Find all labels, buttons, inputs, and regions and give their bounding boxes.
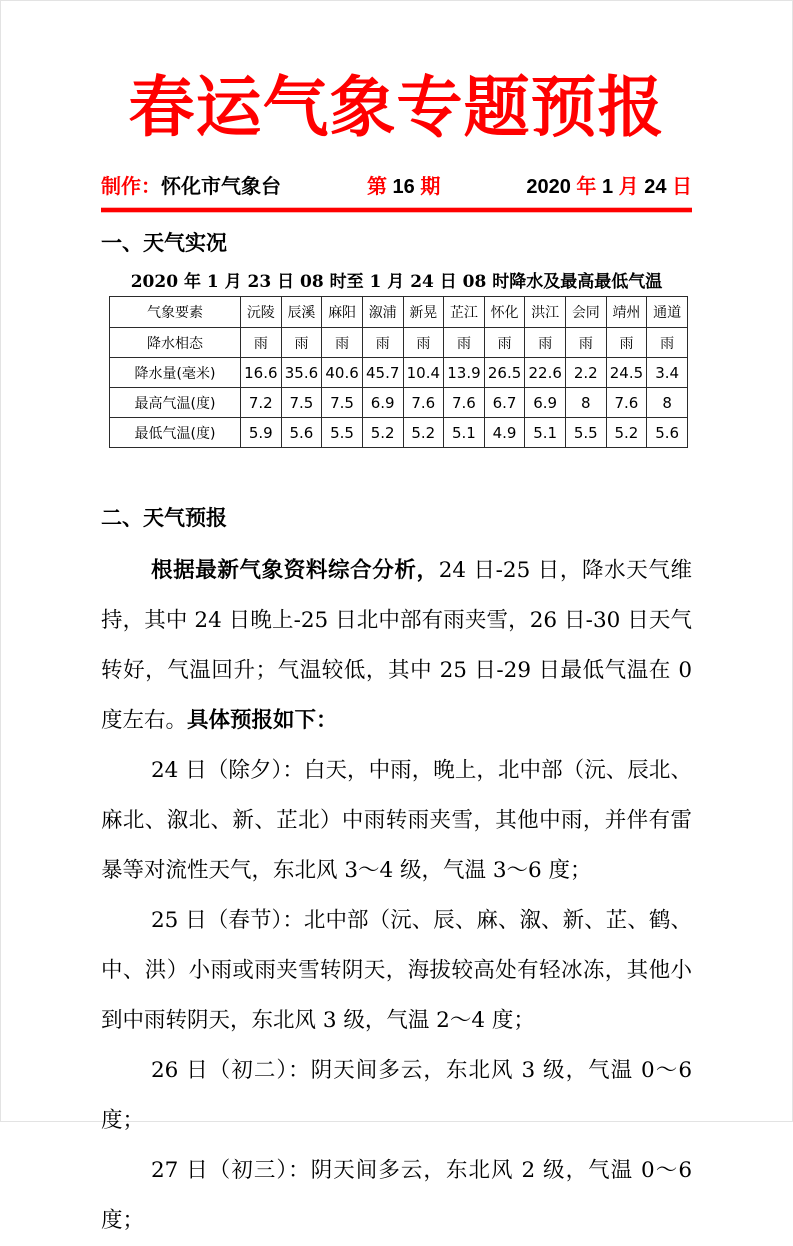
table-cell: 7.5 — [322, 388, 363, 418]
table-header-cell: 辰溪 — [281, 297, 322, 328]
observation-table-title: 2020 年 1 月 23 日 08 时至 1 月 24 日 08 时降水及最高最低气温 — [130, 272, 663, 293]
table-cell: 8 — [647, 388, 688, 418]
table-cell: 5.2 — [362, 418, 403, 448]
issue-number: 16 — [386, 176, 421, 199]
date-month: 1 — [596, 176, 619, 199]
table-cell: 5.1 — [525, 418, 566, 448]
table-cell: 5.1 — [444, 418, 485, 448]
table-cell: 雨 — [241, 328, 282, 358]
table-cell: 5.2 — [403, 418, 444, 448]
table-row — [110, 418, 688, 448]
date-year: 2020 — [526, 176, 577, 199]
table-row-label: 最低气温(度) — [110, 418, 241, 448]
header-rule — [101, 207, 692, 213]
table-row — [110, 328, 688, 358]
issue-prefix: 第 — [366, 176, 387, 199]
forecast-day-paragraph: 26 日（初二）：阴天间多云，东北风 3 级，气温 0～6 度； — [101, 1058, 692, 1134]
table-cell: 雨 — [444, 328, 485, 358]
table-cell: 雨 — [362, 328, 403, 358]
table-header-cell: 洪江 — [525, 297, 566, 328]
table-cell: 6.9 — [362, 388, 403, 418]
table-header-cell: 新晃 — [403, 297, 444, 328]
table-header-cell: 靖州 — [606, 297, 647, 328]
table-row-label: 降水量(毫米) — [110, 358, 241, 388]
byline-producer — [101, 170, 281, 199]
table-header-cell: 通道 — [647, 297, 688, 328]
table-cell: 7.2 — [241, 388, 282, 418]
byline-issue — [367, 170, 440, 199]
table-cell: 22.6 — [525, 358, 566, 388]
table-cell: 10.4 — [403, 358, 444, 388]
section2-heading: 二、天气预报 — [101, 507, 227, 531]
table-cell: 雨 — [525, 328, 566, 358]
table-cell: 5.6 — [281, 418, 322, 448]
table-header-cell: 芷江 — [444, 297, 485, 328]
table-cell: 6.7 — [484, 388, 525, 418]
table-cell: 45.7 — [362, 358, 403, 388]
table-header-row — [110, 297, 688, 328]
table-cell: 7.5 — [281, 388, 322, 418]
table-cell: 4.9 — [484, 418, 525, 448]
date-month-unit: 月 — [618, 176, 639, 199]
forecast-intro-bold-start: 根据最新气象资料综合分析， — [151, 558, 439, 584]
table-cell: 40.6 — [322, 358, 363, 388]
table-cell: 5.5 — [322, 418, 363, 448]
date-year-unit: 年 — [576, 176, 597, 199]
table-cell: 7.6 — [606, 388, 647, 418]
table-cell: 26.5 — [484, 358, 525, 388]
table-cell: 2.2 — [566, 358, 607, 388]
table-cell: 7.6 — [444, 388, 485, 418]
table-header-cell: 麻阳 — [322, 297, 363, 328]
byline-date — [526, 170, 692, 199]
byline — [101, 170, 692, 199]
table-cell: 雨 — [322, 328, 363, 358]
table-cell: 雨 — [403, 328, 444, 358]
forecast-intro-paragraph — [101, 546, 692, 746]
producer-name: 怀化市气象台 — [161, 176, 281, 199]
table-cell: 16.6 — [241, 358, 282, 388]
document-title: 春运气象专题预报 — [128, 68, 665, 146]
date-day-unit: 日 — [672, 176, 692, 199]
observation-table — [109, 296, 688, 448]
table-cell: 24.5 — [606, 358, 647, 388]
forecast-body — [101, 546, 692, 1246]
table-header-cell: 溆浦 — [362, 297, 403, 328]
table-cell: 6.9 — [525, 388, 566, 418]
table-cell: 雨 — [647, 328, 688, 358]
table-cell: 5.6 — [647, 418, 688, 448]
table-row-label: 降水相态 — [110, 328, 241, 358]
table-cell: 雨 — [606, 328, 647, 358]
table-cell: 雨 — [281, 328, 322, 358]
forecast-day-paragraph: 27 日（初三）：阴天间多云，东北风 2 级，气温 0～6 度； — [101, 1158, 692, 1234]
date-day: 24 — [638, 176, 672, 199]
table-row-label: 最高气温(度) — [110, 388, 241, 418]
table-row — [110, 358, 688, 388]
forecast-day-paragraph: 25 日（春节）：北中部（沅、辰、麻、溆、新、芷、鹤、中、洪）小雨或雨夹雪转阴天，海拔较高处有轻冰冻，其他小到中雨转阴天，东北风 3 级，气温 2～4 度； — [101, 908, 692, 1034]
forecast-day-paragraph: 24 日（除夕）：白天，中雨，晚上，北中部（沅、辰北、麻北、溆北、新、芷北）中雨转雨夹雪，其他中雨，并伴有雷暴等对流性天气，东北风 3～4 级，气温 3～6 度； — [101, 758, 692, 884]
table-row — [110, 388, 688, 418]
table-cell: 8 — [566, 388, 607, 418]
section1-heading: 一、天气实况 — [101, 232, 227, 256]
issue-suffix: 期 — [420, 176, 441, 199]
table-cell: 雨 — [566, 328, 607, 358]
table-cell: 7.6 — [403, 388, 444, 418]
table-header-cell: 会同 — [566, 297, 607, 328]
forecast-intro-text: 24 日-25 日，降水天气维持，其中 24 日晚上-25 日北中部有雨夹雪，26 日-30 日天气转好，气温回升；气温较低，其中 25 日-29 日最低气温在 0 度左右。 — [101, 558, 692, 734]
table-header-cell: 怀化 — [484, 297, 525, 328]
table-cell: 5.9 — [241, 418, 282, 448]
forecast-intro-bold-end: 具体预报如下： — [187, 708, 338, 734]
table-cell: 13.9 — [444, 358, 485, 388]
table-cell: 雨 — [484, 328, 525, 358]
table-header-cell: 气象要素 — [110, 297, 241, 328]
table-cell: 35.6 — [281, 358, 322, 388]
table-header-cell: 沅陵 — [241, 297, 282, 328]
producer-label: 制作： — [101, 176, 161, 199]
table-cell: 3.4 — [647, 358, 688, 388]
table-cell: 5.2 — [606, 418, 647, 448]
table-cell: 5.5 — [566, 418, 607, 448]
